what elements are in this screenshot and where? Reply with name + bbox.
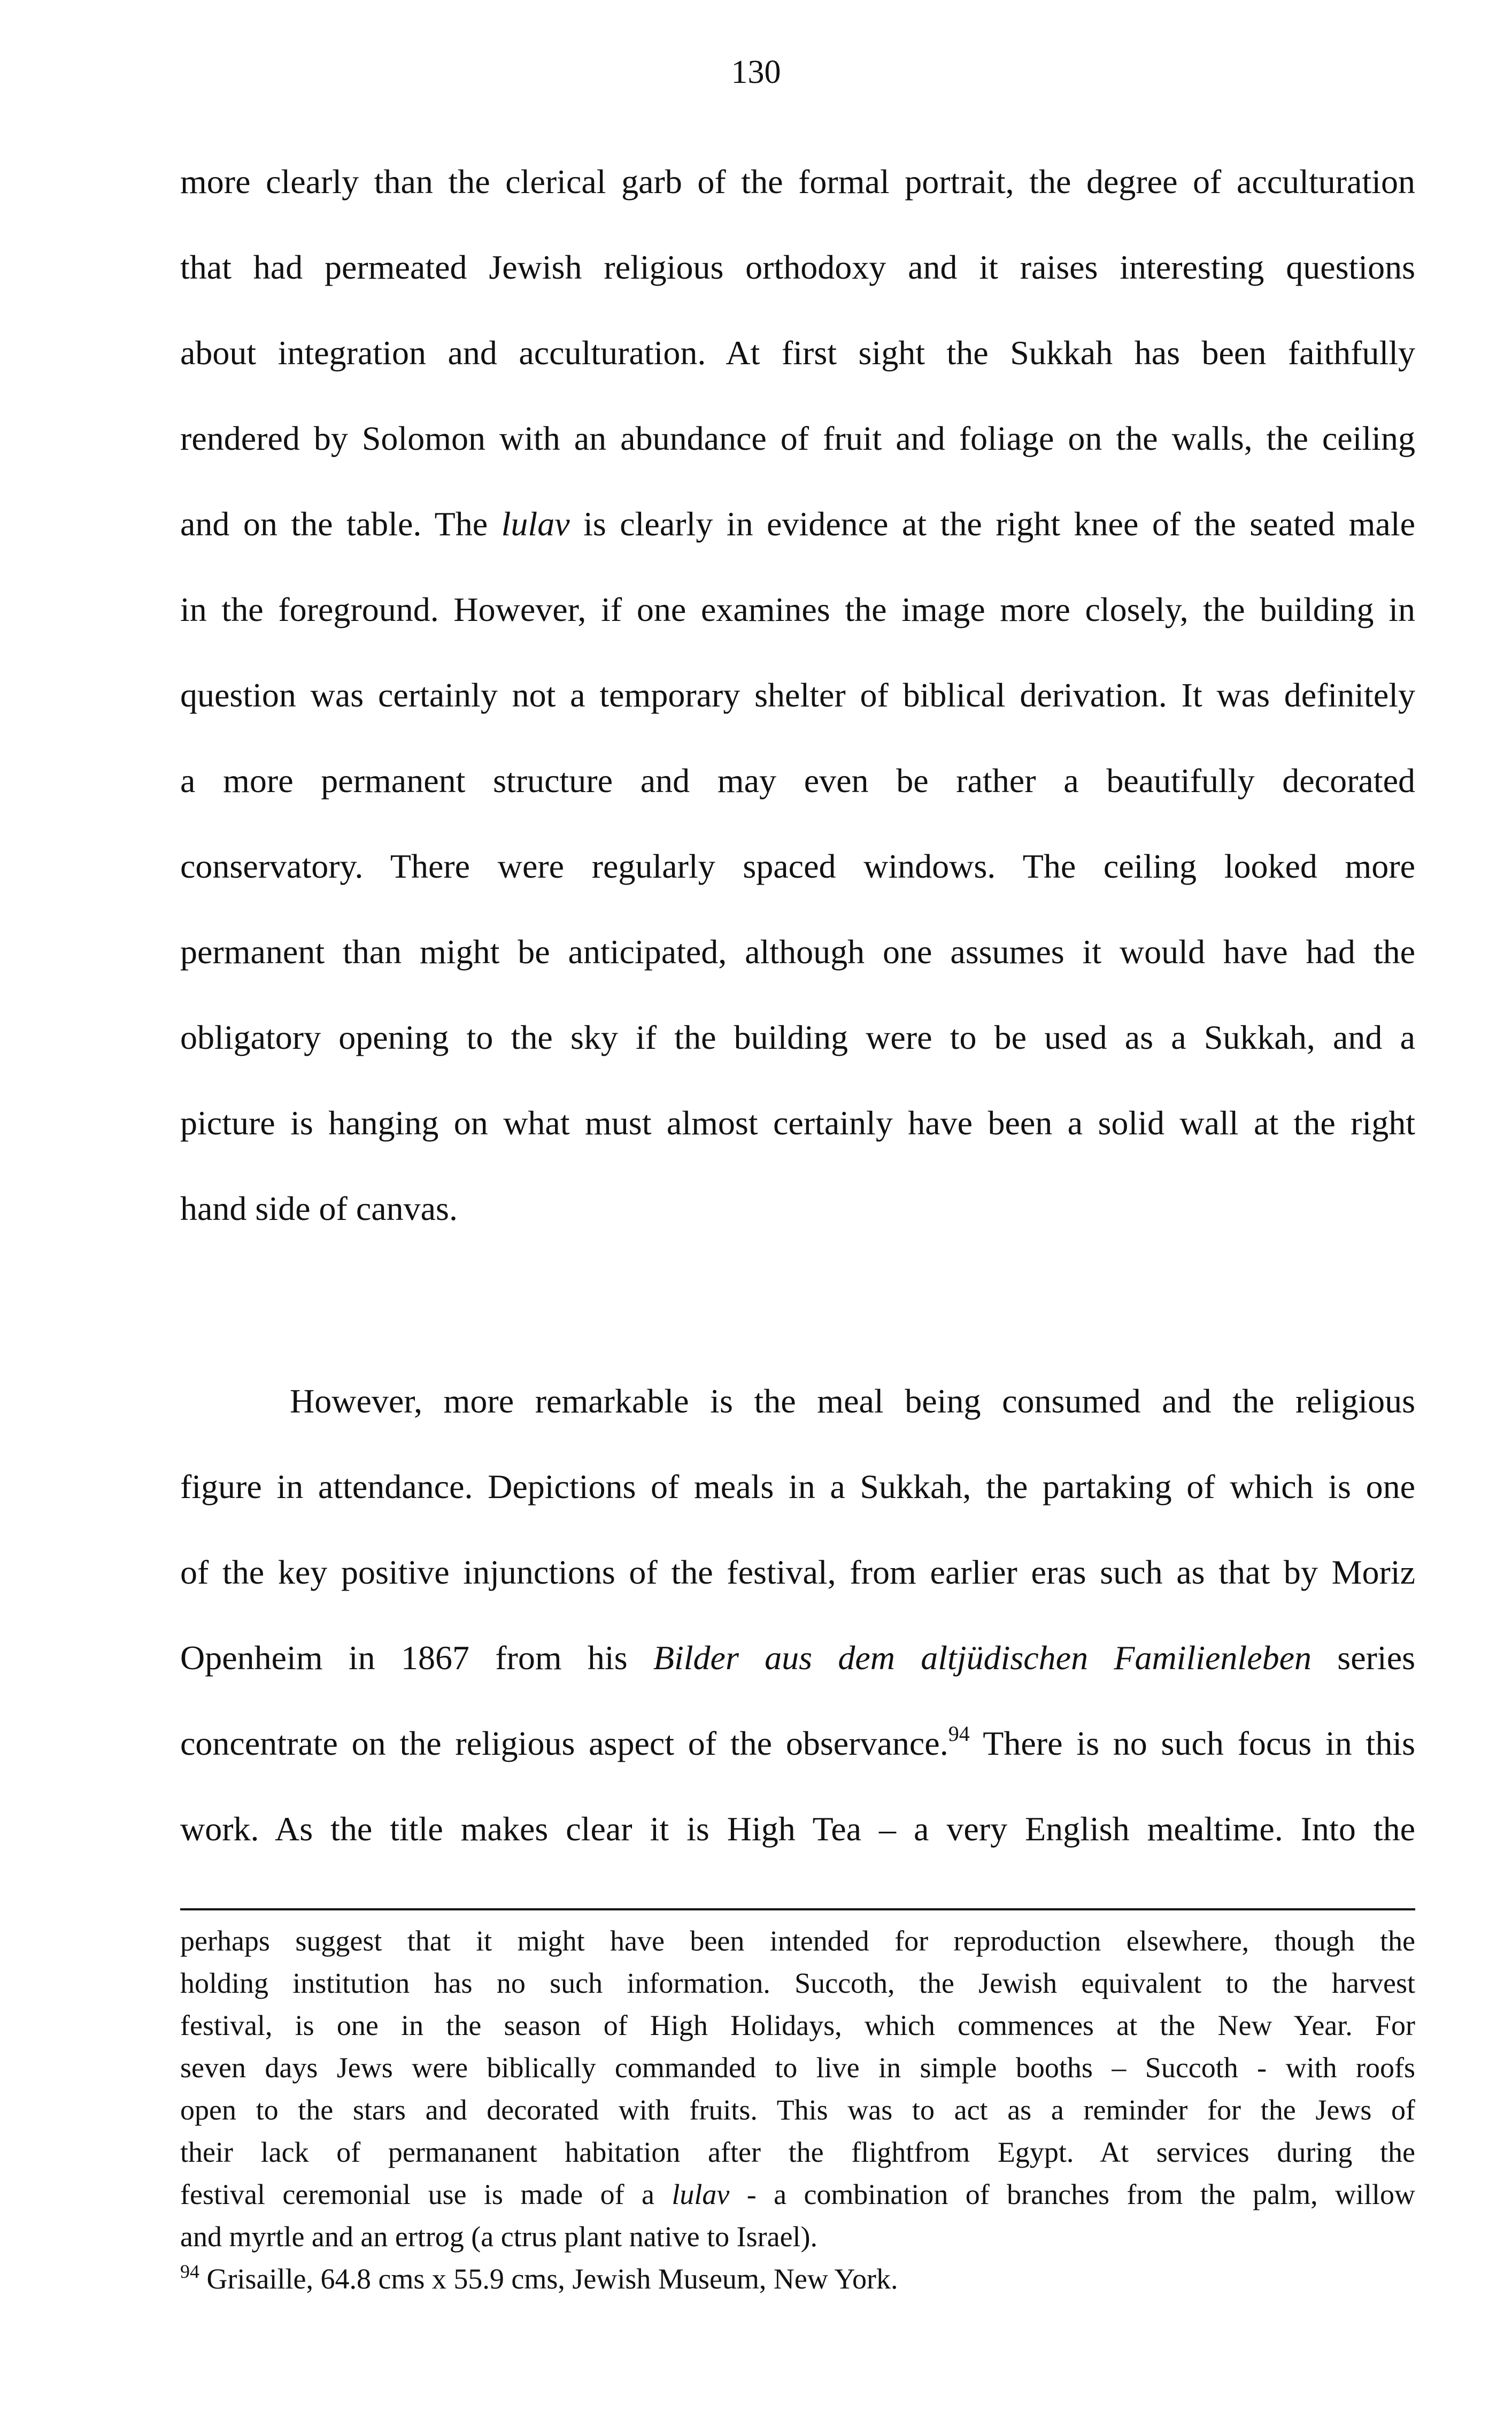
footnote-line: and myrtle and an ertrog (a ctrus plant native to Israel). xyxy=(180,2221,818,2253)
footnote-rule xyxy=(180,1908,1415,1910)
footnote-line: their lack of permananent habitation after the flightfrom Egypt. At services during the xyxy=(180,2136,1415,2168)
text-line: concentrate on the religious aspect of the observance.$^{94}$ There is no such focus in this xyxy=(180,1722,1415,1762)
text-line: in the foreground. However, if one examines the image more closely, the building in xyxy=(180,590,1415,628)
italic-title: Bilder aus dem altjüdischen Familienleben xyxy=(653,1639,1312,1677)
text-line: picture is hanging on what must almost certainly have been a solid wall at the right xyxy=(180,1104,1415,1142)
text-line: question was certainly not a temporary shelter of biblical derivation. It was definitely xyxy=(180,676,1415,714)
footnote-line: perhaps suggest that it might have been intended for reproduction elsewhere, though the xyxy=(180,1925,1415,1957)
footnote-line: holding institution has no such information. Succoth, the Jewish equivalent to the harvest xyxy=(180,1967,1415,1999)
body-text xyxy=(180,155,1415,1888)
footnotes xyxy=(180,1920,1415,2300)
footnote-reference: 94 xyxy=(948,1722,970,1746)
text-line: about integration and acculturation. At first sight the Sukkah has been faithfully xyxy=(180,334,1415,372)
text-line: figure in attendance. Depictions of meals in a Sukkah, the partaking of which is one xyxy=(180,1468,1415,1506)
footnote-line: festival, is one in the season of High Holidays, which commences at the New Year. For xyxy=(180,2009,1415,2041)
text-line: of the key positive injunctions of the festival, from earlier eras such as that by Moriz xyxy=(180,1553,1415,1591)
text-line: conservatory. There were regularly spaced windows. The ceiling looked more xyxy=(180,847,1415,885)
italic-term: lulav xyxy=(501,505,570,543)
text-line: obligatory opening to the sky if the building were to be used as a Sukkah, and a xyxy=(180,1018,1415,1056)
footnote-line: festival ceremonial use is made of a lulav - a combination of branches from the palm, willow xyxy=(180,2178,1415,2210)
text-line: a more permanent structure and may even be rather a beautifully decorated xyxy=(180,762,1415,800)
text-line: and on the table. The lulav is clearly in evidence at the right knee of the seated male xyxy=(180,505,1416,543)
footnote-line: open to the stars and decorated with fruits. This was to act as a reminder for the Jews of xyxy=(180,2094,1415,2126)
text-line: hand side of canvas. xyxy=(180,1189,458,1227)
text-line: that had permeated Jewish religious orthodoxy and it raises interesting questions xyxy=(180,248,1415,286)
text-line: Openheim in 1867 from his Bilder aus dem altjüdischen Familienleben series xyxy=(180,1639,1415,1677)
text-line: rendered by Solomon with an abundance of fruit and foliage on the walls, the ceiling xyxy=(180,419,1415,457)
footnote-94: $^{94}$ Grisaille, 64.8 cms x 55.9 cms, Jewish Museum, New York. xyxy=(180,2261,898,2295)
text-line: more clearly than the clerical garb of the formal portrait, the degree of acculturation xyxy=(180,163,1415,201)
text-line: However, more remarkable is the meal being consumed and the religious xyxy=(290,1382,1415,1420)
footnote-line: seven days Jews were biblically commanded to live in simple booths – Succoth - with roofs xyxy=(180,2052,1415,2084)
text-line: work. As the title makes clear it is High Tea – a very English mealtime. Into the xyxy=(180,1810,1415,1848)
italic-term: lulav xyxy=(672,2178,730,2210)
page-number: 130 xyxy=(731,54,781,90)
text-line: permanent than might be anticipated, although one assumes it would have had the xyxy=(180,933,1415,971)
footnote-number: 94 xyxy=(180,2261,199,2282)
paragraph-gap xyxy=(180,1268,1415,1375)
